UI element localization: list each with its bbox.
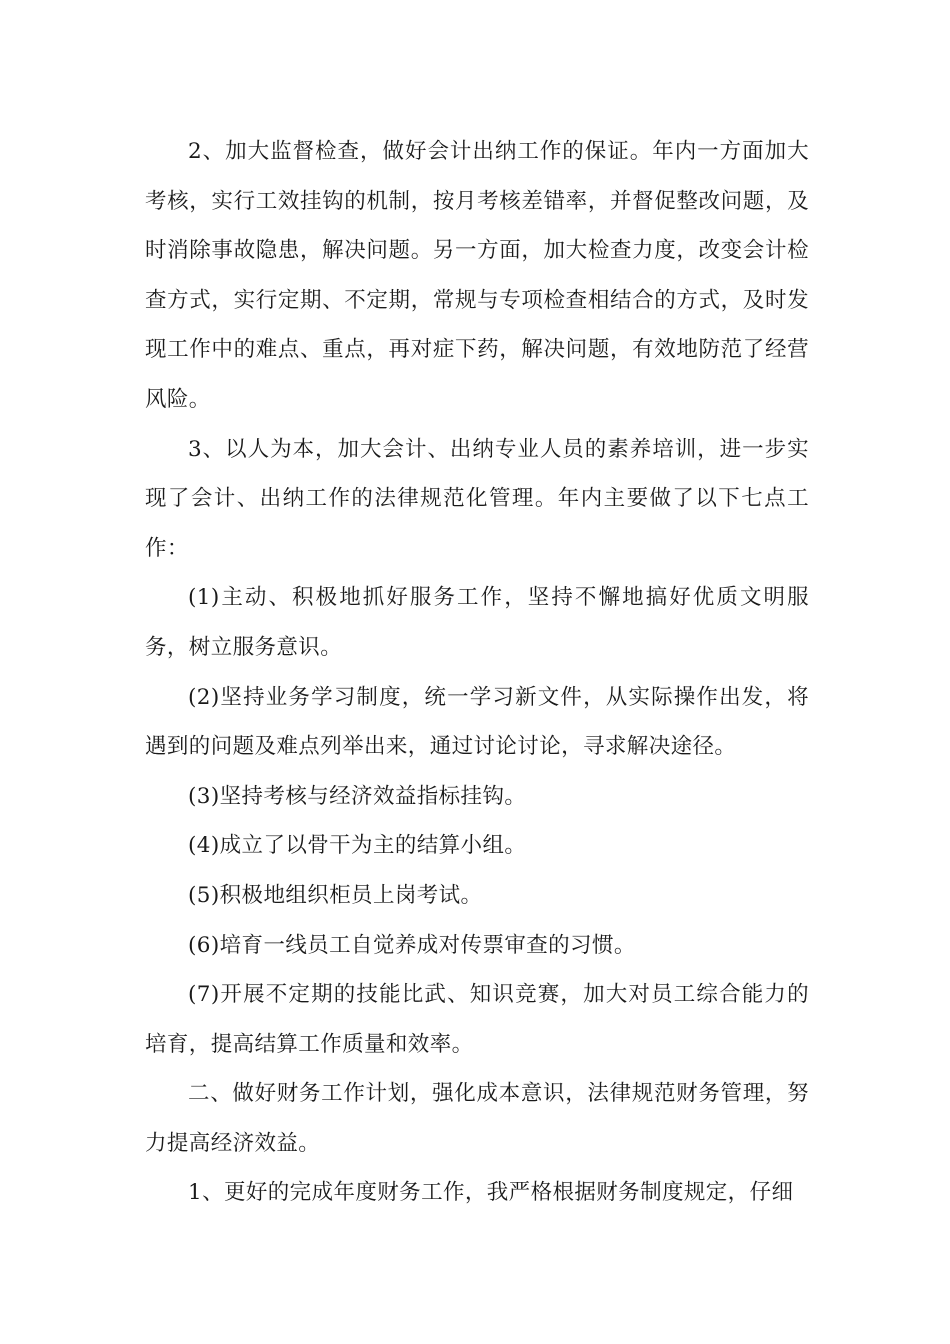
paragraph-training: 3、以人为本，加大会计、出纳专业人员的素养培训，进一步实现了会计、出纳工作的法律规范化管理。年内主要做了以下七点工作： — [145, 436, 809, 561]
paragraph-item-7: (7)开展不定期的技能比武、知识竞赛，加大对员工综合能力的培育，提高结算工作质量和效率。 — [145, 982, 809, 1057]
paragraph-item-5: (5)积极地组织柜员上岗考试。 — [188, 882, 483, 908]
paragraph-item-6: (6)培育一线员工自觉养成对传票审查的习惯。 — [188, 932, 636, 958]
document-body — [145, 127, 809, 1218]
paragraph-item-1: (1)主动、积极地抓好服务工作，坚持不懈地搞好优质文明服务，树立服务意识。 — [145, 585, 809, 660]
paragraph-supervision: 2、加大监督检查，做好会计出纳工作的保证。年内一方面加大考核，实行工效挂钩的机制，按月考核差错率，并督促整改问题，及时消除事故隐患，解决问题。另一方面，加大检查力度，改变会计检查方式，实行定期、不定期，常规与专项检查相结合的方式，及时发现工作中的难点、重点，再对症下药，解决问题，有效地防范了经营风险。 — [145, 139, 809, 412]
paragraph-item-3: (3)坚持考核与经济效益指标挂钩。 — [188, 783, 527, 809]
paragraph-annual-financial-work: 1、更好的完成年度财务工作，我严格根据财务制度规定，仔细 — [188, 1180, 794, 1206]
paragraph-item-2: (2)坚持业务学习制度，统一学习新文件，从实际操作出发，将遇到的问题及难点列举出来，通过讨论讨论，寻求解决途径。 — [145, 684, 809, 760]
section-heading-financial-plan: 二、做好财务工作计划，强化成本意识，法律规范财务管理，努力提高经济效益。 — [145, 1081, 809, 1156]
paragraph-item-4: (4)成立了以骨干为主的结算小组。 — [188, 833, 527, 859]
